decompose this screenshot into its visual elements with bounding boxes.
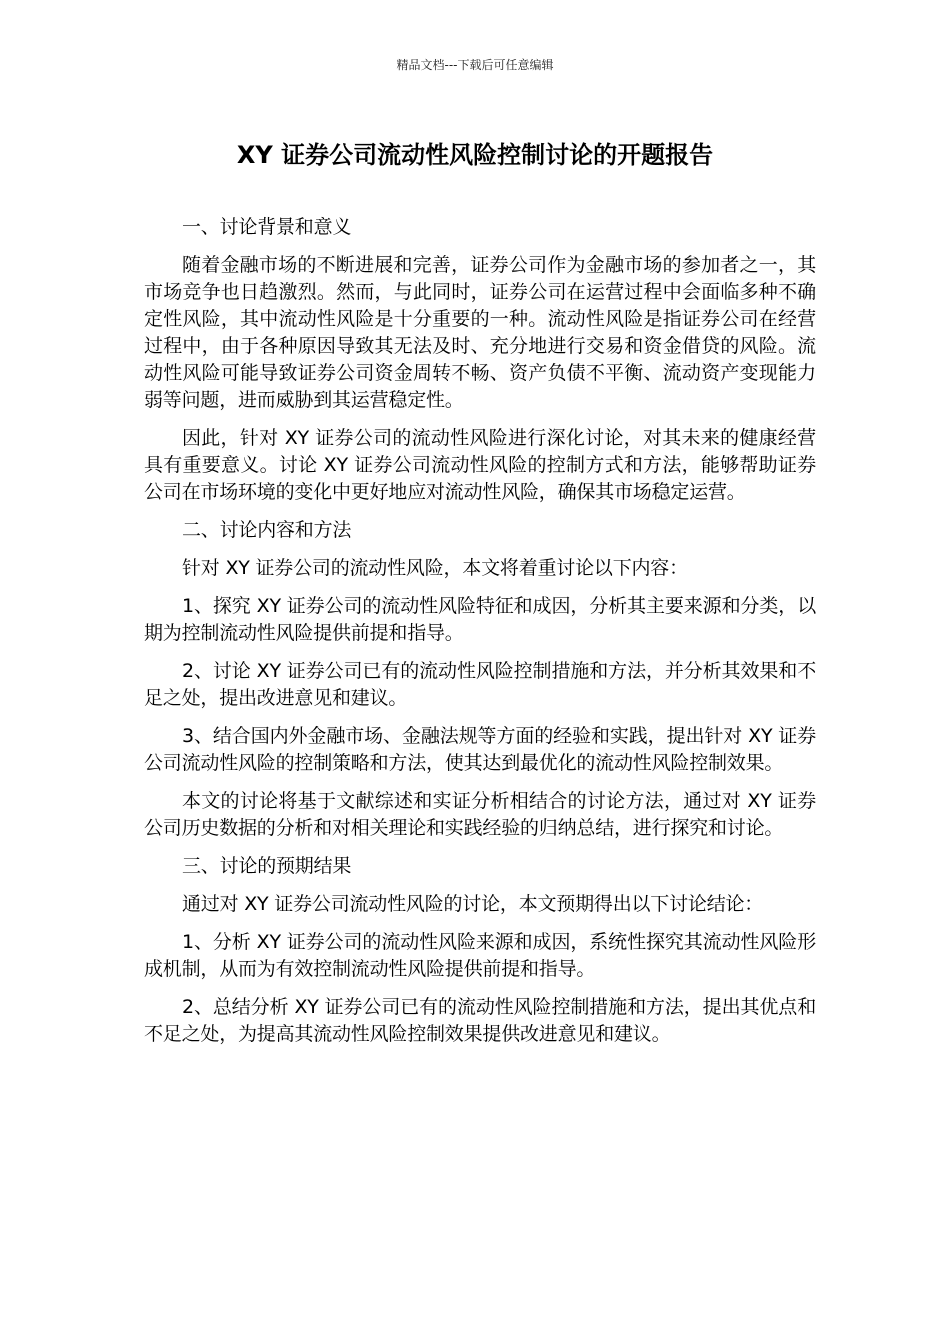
section-3-intro: 通过对 XY 证券公司流动性风险的讨论，本文预期得出以下讨论结论： bbox=[182, 893, 764, 915]
section-2-method: 本文的讨论将基于文献综述和实证分析相结合的讨论方法，通过对 XY 证券公司历史数据的分析和对相关理论和实践经验的归纳总结，进行探究和讨论。 bbox=[144, 790, 816, 839]
section-3-item-2: 2、总结分析 XY 证券公司已有的流动性风险控制措施和方法，提出其优点和不足之处，为提高其流动性风险控制效果提供改进意见和建议。 bbox=[144, 996, 816, 1045]
section-1-paragraph-2: 因此，针对 XY 证券公司的流动性风险进行深化讨论，对其未来的健康经营具有重要意义。讨论 XY 证券公司流动性风险的控制方式和方法，能够帮助证券公司在市场环境的变化中更好地应对流动性风险，确保其市场稳定运营。 bbox=[144, 427, 816, 503]
header-note: 精品文档---下载后可任意编辑 bbox=[396, 58, 554, 72]
section-1-heading: 一、讨论背景和意义 bbox=[182, 216, 352, 238]
section-2-item-1: 1、探究 XY 证券公司的流动性风险特征和成因，分析其主要来源和分类，以期为控制流动性风险提供前提和指导。 bbox=[144, 595, 816, 644]
section-2-intro: 针对 XY 证券公司的流动性风险，本文将着重讨论以下内容： bbox=[182, 557, 688, 579]
document-body bbox=[144, 214, 816, 1059]
section-1-paragraph-1: 随着金融市场的不断进展和完善，证券公司作为金融市场的参加者之一，其市场竞争也日趋激烈。然而，与此同时，证券公司在运营过程中会面临多种不确定性风险，其中流动性风险是十分重要的一种。流动性风险是指证券公司在经营过程中，由于各种原因导致其无法及时、充分地进行交易和资金借贷的风险。流动性风险可能导致证券公司资金周转不畅、资产负债不平衡、流动资产变现能力弱等问题，进而威胁到其运营稳定性。 bbox=[144, 254, 816, 411]
section-3-item-1: 1、分析 XY 证券公司的流动性风险来源和成因，系统性探究其流动性风险形成机制，从而为有效控制流动性风险提供前提和指导。 bbox=[144, 931, 816, 980]
document-title: XY 证券公司流动性风险控制讨论的开题报告 bbox=[236, 141, 714, 169]
section-2-item-3: 3、结合国内外金融市场、金融法规等方面的经验和实践，提出针对 XY 证券公司流动性风险的控制策略和方法，使其达到最优化的流动性风险控制效果。 bbox=[144, 725, 816, 774]
section-2-heading: 二、讨论内容和方法 bbox=[182, 519, 352, 541]
section-2-item-2: 2、讨论 XY 证券公司已有的流动性风险控制措施和方法，并分析其效果和不足之处，提出改进意见和建议。 bbox=[144, 660, 816, 709]
section-3-heading: 三、讨论的预期结果 bbox=[182, 855, 352, 877]
